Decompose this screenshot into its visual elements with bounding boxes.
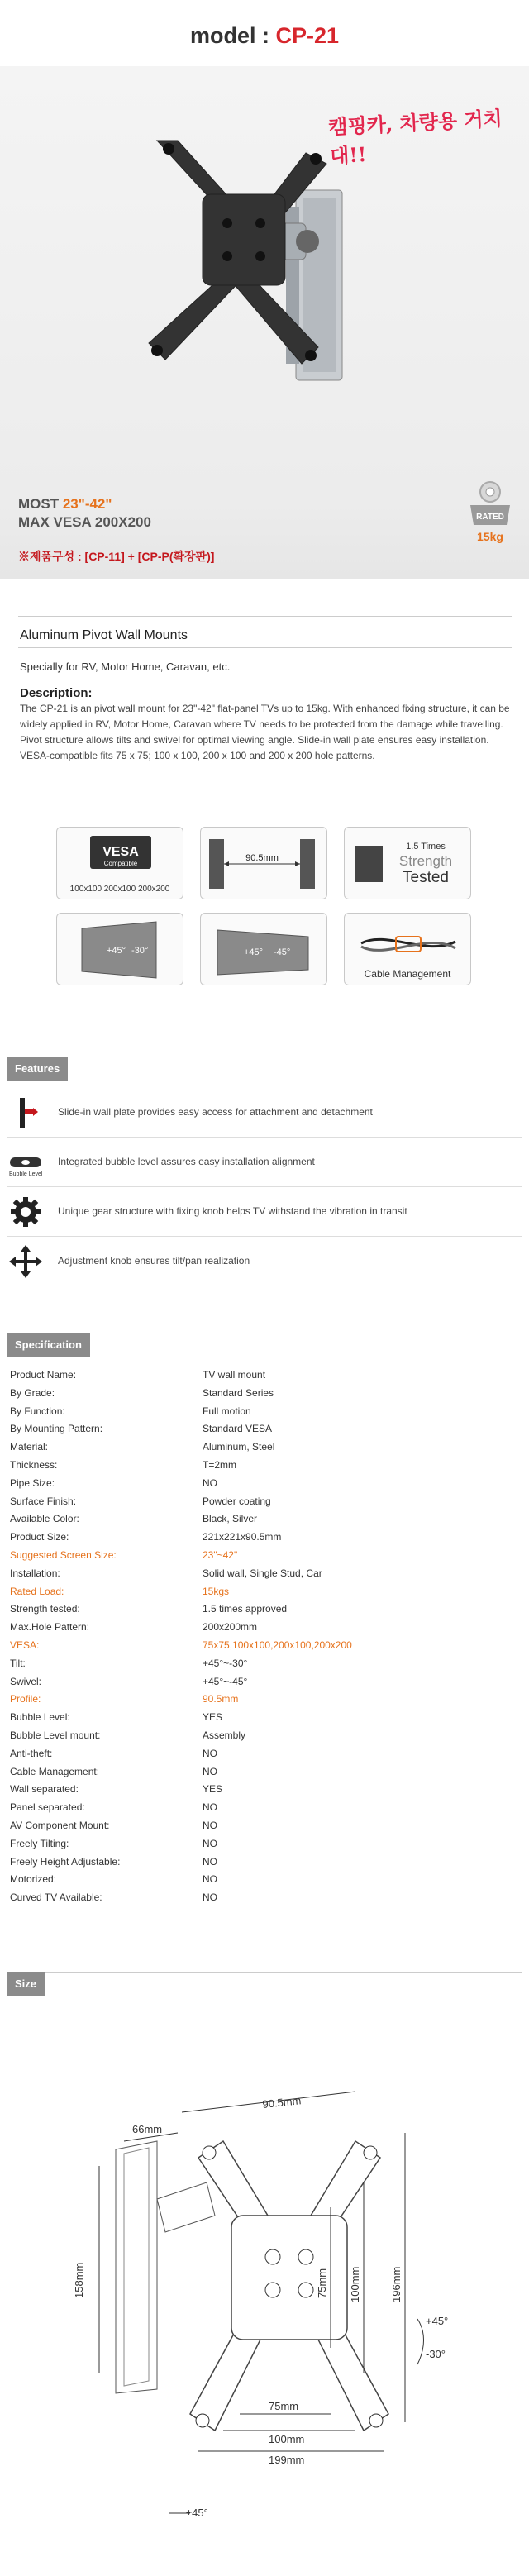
- swivel-box: [200, 913, 327, 985]
- spec-value: NO: [203, 1820, 217, 1831]
- strength-box: [344, 827, 471, 899]
- model-name: CP-21: [275, 23, 340, 48]
- spec-value: +45°~-45°: [203, 1675, 248, 1687]
- dim-depth: 90.5mm: [261, 2094, 303, 2111]
- dim-tilt-down: -30°: [426, 2348, 446, 2360]
- spec-key: Panel separated:: [10, 1801, 85, 1814]
- spec-key: Curved TV Available:: [10, 1891, 102, 1904]
- spec-key: Wall separated:: [10, 1783, 79, 1796]
- spec-value: NO: [203, 1873, 217, 1886]
- bundle-note: ※제품구성 : [CP-11] + [CP-P(확장판)]: [18, 550, 215, 563]
- spec-key: By Mounting Pattern:: [10, 1423, 103, 1435]
- spec-key: Profile:: [10, 1693, 41, 1705]
- spec-value: 15kgs: [203, 1585, 230, 1597]
- spec-row: [10, 1888, 522, 1906]
- max-vesa-line: MAX VESA 200X200: [18, 514, 151, 530]
- section-divider: [7, 1972, 522, 1973]
- vesa-compatible-box: [56, 827, 183, 899]
- spec-key: Surface Finish:: [10, 1495, 77, 1507]
- dim-vesa-large-w: 100mm: [269, 2433, 305, 2445]
- spec-row: [10, 1600, 522, 1618]
- spec-row: [10, 1690, 522, 1708]
- spec-value: Aluminum, Steel: [203, 1441, 275, 1453]
- size-tab: Size: [7, 1972, 45, 1996]
- spec-value: Assembly: [203, 1729, 246, 1741]
- gear-icon: [8, 1195, 43, 1228]
- spec-key: Motorized:: [10, 1873, 57, 1886]
- spec-value: Powder coating: [203, 1495, 271, 1507]
- spec-value: 23"~42": [203, 1549, 238, 1561]
- most-prefix: MOST: [18, 496, 63, 512]
- spec-value: NO: [203, 1837, 217, 1849]
- spec-value: 221x221x90.5mm: [203, 1531, 282, 1543]
- spec-row: [10, 1744, 522, 1763]
- cable-management-box: [344, 913, 471, 985]
- dim-swivel: ±45°: [186, 2507, 208, 2519]
- spec-value: Standard Series: [203, 1386, 274, 1399]
- feature-row: [7, 1138, 522, 1187]
- description-heading: Description:: [20, 686, 93, 700]
- strength-tested: Tested: [403, 869, 449, 886]
- spec-row: [10, 1816, 522, 1834]
- vesa-compatible: Compatible: [103, 860, 138, 867]
- spec-key: By Function:: [10, 1405, 65, 1417]
- description-subtitle: Specially for RV, Motor Home, Caravan, etc.: [20, 661, 231, 673]
- vesa-logo: VESA: [102, 845, 139, 859]
- spec-row: [10, 1870, 522, 1888]
- spec-value: 200x200mm: [203, 1621, 258, 1634]
- tilt-down: -30°: [131, 946, 149, 956]
- spec-row: [10, 1366, 522, 1384]
- spec-value: Black, Silver: [203, 1513, 258, 1525]
- features-tab: Features: [7, 1057, 68, 1081]
- feature-text: Integrated bubble level assures easy installation alignment: [58, 1156, 315, 1167]
- handwritten-slogan: 캠핑카, 차량용 거치대!!: [327, 106, 503, 169]
- spec-value: NO: [203, 1891, 217, 1904]
- spec-value: NO: [203, 1476, 217, 1489]
- strength-word: Strength: [398, 853, 453, 869]
- spec-key: AV Component Mount:: [10, 1820, 110, 1831]
- size-diagram: [0, 2017, 529, 2571]
- spec-row: [10, 1654, 522, 1672]
- spec-row: [10, 1618, 522, 1636]
- spec-row: [10, 1726, 522, 1744]
- feature-row: [7, 1237, 522, 1286]
- page-title: [0, 23, 529, 49]
- spec-value: Standard VESA: [203, 1423, 273, 1435]
- description-body: The CP-21 is an pivot wall mount for 23"-42" flat-panel TVs up to 15kg. With enhanced fixing structure, it can be widely applied in RV, Motor Home, Caravan where TV needs to be protected from the damage while travelling. Pivot structure allows tilts and swivel for optimal viewing angle. Slide-in wall plate ensures easy installation. VESA-compatible fits 75 x 75; 100 x 100, 200 x 100 and 200 x 200 hole patterns.: [20, 703, 510, 761]
- spec-value: +45°~-30°: [203, 1657, 248, 1669]
- spec-key: Suggested Screen Size:: [10, 1549, 117, 1561]
- spec-key: Material:: [10, 1441, 49, 1453]
- dim-vesa-large-h: 100mm: [349, 2266, 361, 2302]
- feature-text: Adjustment knob ensures tilt/pan realization: [58, 1255, 250, 1267]
- spec-value: Solid wall, Single Stud, Car: [203, 1567, 322, 1579]
- feature-row: [7, 1187, 522, 1237]
- spec-key: Cable Management:: [10, 1765, 100, 1777]
- spec-key: Max.Hole Pattern:: [10, 1621, 90, 1634]
- spec-value: T=2mm: [203, 1459, 237, 1471]
- cable-caption: Cable Management: [364, 968, 451, 980]
- spec-row: [10, 1564, 522, 1582]
- dim-overall-w: 199mm: [269, 2454, 305, 2466]
- divider: [18, 616, 512, 617]
- spec-key: VESA:: [10, 1639, 40, 1651]
- spec-value: TV wall mount: [203, 1369, 266, 1381]
- spec-value: NO: [203, 1747, 217, 1759]
- spec-key: Installation:: [10, 1567, 60, 1579]
- depth-box: [200, 827, 327, 899]
- spec-key: Product Size:: [10, 1531, 69, 1543]
- spec-value: 1.5 times approved: [203, 1603, 288, 1615]
- spec-key: Pipe Size:: [10, 1476, 55, 1489]
- spec-key: Freely Height Adjustable:: [10, 1855, 121, 1868]
- dim-vesa-small-w: 75mm: [269, 2400, 299, 2412]
- spec-row: [10, 1419, 522, 1438]
- spec-row: [10, 1763, 522, 1781]
- spec-value: NO: [203, 1765, 217, 1777]
- spec-row: [10, 1780, 522, 1798]
- spec-row: [10, 1582, 522, 1600]
- spec-value: NO: [203, 1801, 217, 1814]
- spec-row: [10, 1636, 522, 1654]
- spec-row: [10, 1474, 522, 1492]
- spec-key: Rated Load:: [10, 1585, 64, 1597]
- spec-value: NO: [203, 1855, 217, 1868]
- dim-vesa-small-h: 75mm: [316, 2268, 328, 2298]
- depth-value: 90.5mm: [245, 853, 279, 863]
- spec-row: [10, 1528, 522, 1546]
- spec-value: 75x75,100x100,200x100,200x200: [203, 1639, 352, 1651]
- swivel-left: +45°: [244, 947, 264, 957]
- rated-load-icon: [465, 477, 515, 527]
- rated-load-value: 15kg: [477, 530, 503, 543]
- rated-label: RATED: [476, 513, 504, 522]
- spec-row: [10, 1672, 522, 1691]
- spec-value: 90.5mm: [203, 1693, 239, 1705]
- spec-row: [10, 1456, 522, 1474]
- specification-tab: Specification: [7, 1333, 90, 1357]
- spec-key: Bubble Level mount:: [10, 1729, 101, 1741]
- spec-row: [10, 1402, 522, 1420]
- spec-row: [10, 1546, 522, 1564]
- spec-row: [10, 1708, 522, 1726]
- spec-key: Available Color:: [10, 1513, 79, 1525]
- spec-key: Bubble Level:: [10, 1711, 70, 1724]
- screen-size-line: [18, 496, 112, 513]
- divider: [18, 647, 512, 648]
- slide-in-plate-icon: [8, 1096, 43, 1129]
- spec-row: [10, 1798, 522, 1816]
- spec-key: Freely Tilting:: [10, 1837, 69, 1849]
- vesa-patterns: 100x100 200x100 200x200: [69, 885, 170, 894]
- dim-tilt-up: +45°: [426, 2315, 449, 2327]
- spec-row: [10, 1384, 522, 1402]
- feature-text: Slide-in wall plate provides easy access for attachment and detachment: [58, 1106, 373, 1118]
- model-label: model :: [189, 23, 276, 48]
- spec-key: By Grade:: [10, 1386, 55, 1399]
- dim-plate-height: 158mm: [73, 2262, 85, 2298]
- spec-value: Full motion: [203, 1405, 251, 1417]
- spec-row: [10, 1834, 522, 1853]
- swivel-right: -45°: [274, 947, 291, 957]
- spec-key: Strength tested:: [10, 1603, 80, 1615]
- most-value: 23"-42": [62, 496, 112, 512]
- bubble-level-caption: Bubble Level: [9, 1171, 43, 1177]
- description-title: Aluminum Pivot Wall Mounts: [20, 628, 188, 642]
- tilt-up: +45°: [107, 946, 126, 956]
- spec-key: Product Name:: [10, 1369, 77, 1381]
- spec-row: [10, 1492, 522, 1510]
- spec-key: Thickness:: [10, 1459, 58, 1471]
- strength-times: 1.5 Times: [406, 842, 446, 852]
- dim-overall-h: 196mm: [390, 2266, 403, 2302]
- spec-row: [10, 1510, 522, 1528]
- dim-plate-width: 66mm: [132, 2123, 163, 2135]
- tilt-box: [56, 913, 183, 985]
- spec-value: YES: [203, 1783, 223, 1796]
- feature-text: Unique gear structure with fixing knob helps TV withstand the vibration in transit: [58, 1205, 407, 1217]
- move-arrows-icon: [8, 1245, 43, 1278]
- spec-value: YES: [203, 1711, 223, 1724]
- spec-row: [10, 1853, 522, 1871]
- spec-row: [10, 1438, 522, 1456]
- spec-key: Tilt:: [10, 1657, 26, 1669]
- spec-key: Swivel:: [10, 1675, 42, 1687]
- spec-key: Anti-theft:: [10, 1747, 53, 1759]
- feature-row: [7, 1088, 522, 1138]
